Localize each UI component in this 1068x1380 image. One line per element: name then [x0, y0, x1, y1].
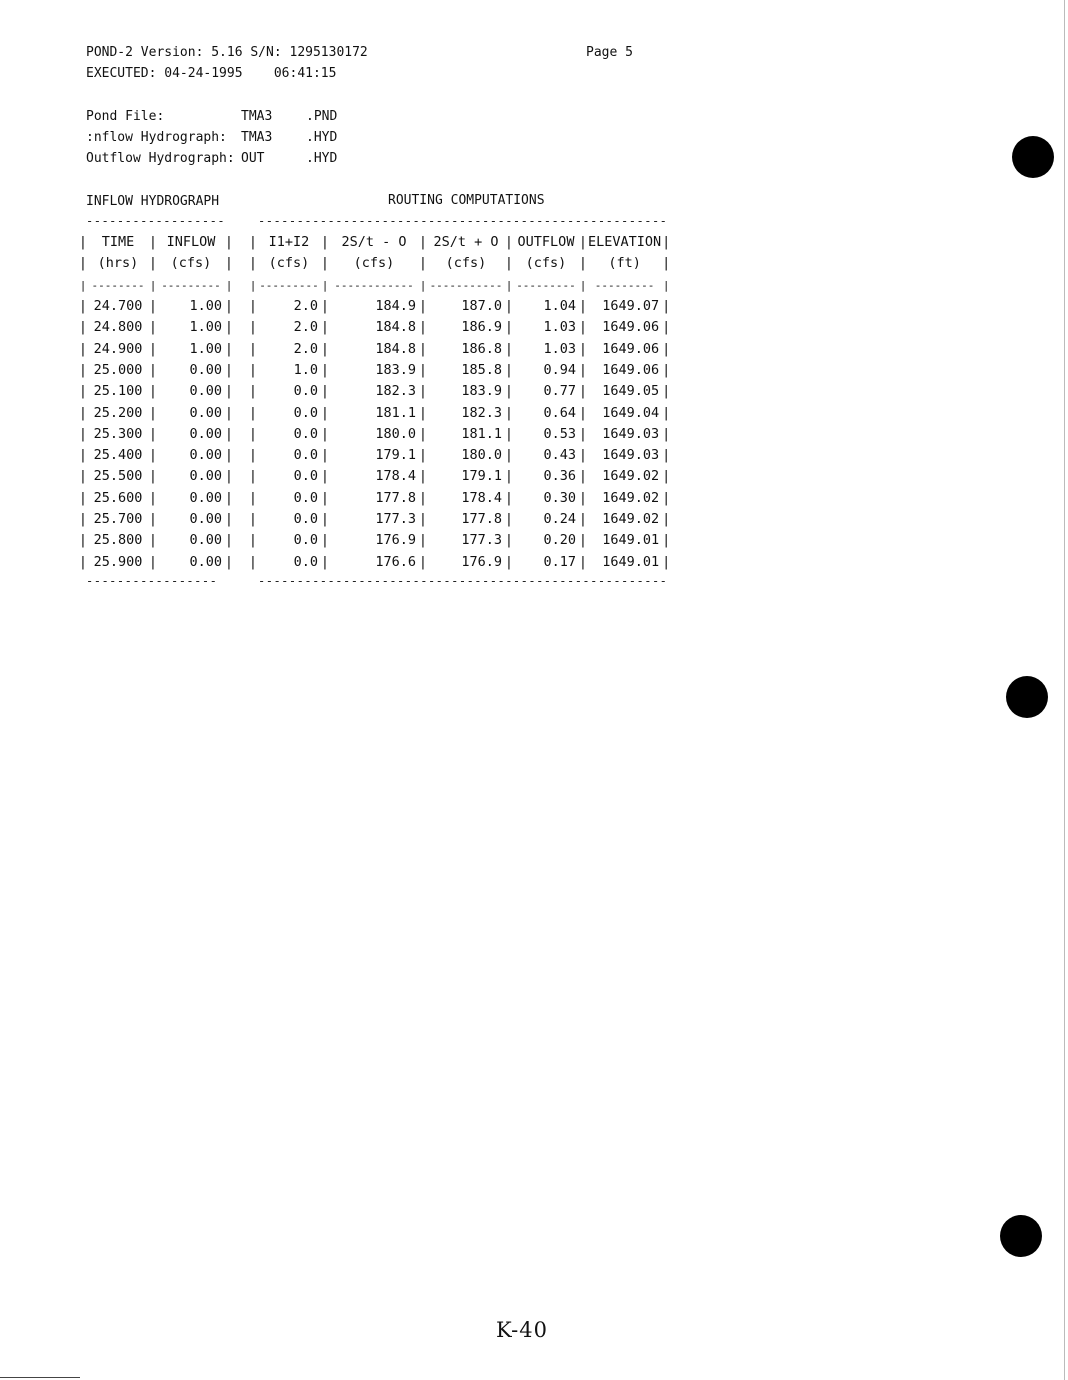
column-separator: | [248, 319, 258, 336]
column-separator: | [248, 340, 258, 357]
column-separator: | [578, 404, 588, 421]
page-code: K-40 [496, 1318, 548, 1342]
cell-elevation: 1649.06 [602, 361, 660, 378]
cell-two-s-t-plus-o: 179.1 [461, 468, 502, 485]
cell-time: 25.700 [93, 511, 143, 527]
cell-elevation: 1649.05 [602, 383, 660, 400]
column-gap [234, 296, 248, 317]
cell-i1i2: 2.0 [293, 319, 318, 336]
cell-time: 25.200 [93, 404, 143, 421]
column-gap [234, 317, 248, 338]
column-separator: | [224, 425, 234, 442]
cell-elevation: 1649.03 [602, 425, 660, 442]
column-separator: | [224, 298, 234, 315]
column-separator: | [578, 489, 588, 506]
cell-time: 24.800 [93, 319, 143, 336]
cell-outflow: 1.03 [543, 319, 576, 336]
cell-two-s-t-minus-o: 180.0 [375, 425, 416, 442]
column-separator: | [78, 425, 88, 442]
column-separator: | [148, 298, 158, 315]
column-separator: | [504, 383, 514, 400]
column-separator: | [418, 468, 428, 485]
cell-i1i2: 0.0 [293, 489, 318, 506]
column-separator: | [662, 298, 671, 315]
cell-two-s-t-plus-o: 182.3 [461, 404, 502, 421]
inflow-hydrograph-label: :nflow Hydrograph: [86, 130, 227, 145]
column-separator: | [418, 404, 428, 421]
inflow-bottom-rule: ----------------- [86, 574, 218, 588]
outflow-hydrograph-ext: .HYD [306, 151, 338, 166]
column-separator: | [504, 361, 514, 378]
cell-i1i2: 0.0 [293, 511, 318, 527]
table-header-row: | TIME | INFLOW | | I1+I2 | 2S/t - O | 2S/t + O | OUTFLOW | ELEVATION | [78, 232, 671, 253]
col-elevation-header: ELEVATION [588, 234, 662, 251]
cell-outflow: 0.24 [543, 511, 576, 527]
col-2st-plus-o-unit: (cfs) [445, 255, 487, 272]
cell-two-s-t-minus-o: 184.9 [375, 298, 416, 315]
column-separator: | [148, 361, 158, 378]
column-separator: | [320, 298, 330, 315]
column-separator: | [78, 447, 88, 464]
inflow-hydrograph-name: TMA3 [241, 130, 273, 145]
cell-outflow: 1.04 [543, 298, 576, 315]
column-separator: | [224, 553, 234, 570]
column-separator: | [78, 383, 88, 400]
table-row [78, 551, 671, 572]
table-row [78, 488, 671, 509]
cell-two-s-t-minus-o: 184.8 [375, 319, 416, 336]
col-time-header: TIME [101, 234, 135, 251]
column-separator: | [224, 532, 234, 549]
column-separator: | [418, 361, 428, 378]
col-i1i2-unit: (cfs) [268, 255, 310, 272]
column-separator: | [148, 383, 158, 400]
cell-inflow: 0.00 [189, 489, 222, 506]
column-separator: | [578, 361, 588, 378]
cell-two-s-t-minus-o: 176.9 [375, 532, 416, 549]
column-gap [234, 551, 248, 572]
page-number: Page 5 [586, 45, 633, 60]
column-separator: | [320, 361, 330, 378]
cell-two-s-t-minus-o: 178.4 [375, 468, 416, 485]
column-separator: | [504, 532, 514, 549]
column-separator: | [320, 340, 330, 357]
table-divider-row: | -------- | --------- | | --------- | ------------ | ----------- | --------- | --------- | [79, 278, 670, 292]
column-gap [234, 488, 248, 509]
cell-outflow: 0.43 [543, 447, 576, 464]
column-separator: | [418, 383, 428, 400]
column-separator: | [320, 319, 330, 336]
outflow-hydrograph-label: Outflow Hydrograph: [86, 151, 235, 166]
col-2st-minus-o-header: 2S/t - O [341, 234, 407, 251]
column-separator: | [224, 361, 234, 378]
column-separator: | [418, 319, 428, 336]
cell-two-s-t-plus-o: 187.0 [461, 298, 502, 315]
cell-time: 25.800 [93, 532, 143, 549]
column-separator: | [148, 511, 158, 527]
column-separator: | [504, 511, 514, 527]
cell-two-s-t-plus-o: 177.3 [461, 532, 502, 549]
column-separator: | [504, 553, 514, 570]
column-separator: | [224, 383, 234, 400]
table-row [78, 402, 671, 423]
column-separator: | [662, 468, 671, 485]
column-separator: | [662, 361, 671, 378]
col-2st-plus-o-header: 2S/t + O [433, 234, 499, 251]
cell-inflow: 0.00 [189, 553, 222, 570]
column-gap [234, 402, 248, 423]
cell-inflow: 0.00 [189, 447, 222, 464]
column-separator: | [78, 298, 88, 315]
column-separator: | [248, 489, 258, 506]
cell-elevation: 1649.01 [602, 553, 660, 570]
column-separator: | [320, 425, 330, 442]
scan-edge-right [1064, 0, 1065, 1380]
column-separator: | [78, 404, 88, 421]
column-separator: | [320, 447, 330, 464]
table-body [78, 296, 671, 573]
cell-outflow: 0.64 [543, 404, 576, 421]
cell-two-s-t-plus-o: 186.8 [461, 340, 502, 357]
column-separator: | [418, 553, 428, 570]
col-outflow-unit: (cfs) [525, 255, 567, 272]
column-gap [234, 338, 248, 359]
cell-time: 25.000 [93, 361, 143, 378]
column-separator: | [504, 298, 514, 315]
cell-i1i2: 0.0 [293, 447, 318, 464]
column-separator: | [504, 468, 514, 485]
column-separator: | [248, 511, 258, 527]
column-separator: | [578, 468, 588, 485]
column-separator: | [248, 361, 258, 378]
column-separator: | [148, 553, 158, 570]
cell-i1i2: 0.0 [293, 553, 318, 570]
column-separator: | [224, 468, 234, 485]
table-row [78, 360, 671, 381]
cell-time: 25.600 [93, 489, 143, 506]
col-outflow-header: OUTFLOW [517, 234, 575, 251]
cell-elevation: 1649.02 [602, 511, 660, 527]
cell-time: 25.900 [93, 553, 143, 570]
pond-file-label: Pond File: [86, 109, 165, 124]
column-separator: | [418, 298, 428, 315]
column-separator: | [662, 319, 671, 336]
cell-outflow: 0.30 [543, 489, 576, 506]
column-gap [234, 445, 248, 466]
column-separator: | [504, 404, 514, 421]
cell-elevation: 1649.03 [602, 447, 660, 464]
column-separator: | [578, 511, 588, 527]
routing-top-rule: ----------------------------------------------------- [258, 214, 668, 228]
table-row [78, 530, 671, 551]
cell-two-s-t-minus-o: 176.6 [375, 553, 416, 570]
column-separator: | [578, 298, 588, 315]
column-separator: | [320, 489, 330, 506]
inflow-hydrograph-ext: .HYD [306, 130, 338, 145]
column-separator: | [320, 404, 330, 421]
column-gap [234, 509, 248, 530]
column-separator: | [418, 447, 428, 464]
cell-inflow: 0.00 [189, 511, 222, 527]
column-separator: | [504, 319, 514, 336]
column-separator: | [504, 489, 514, 506]
cell-two-s-t-minus-o: 182.3 [375, 383, 416, 400]
column-separator: | [148, 532, 158, 549]
column-separator: | [578, 425, 588, 442]
column-separator: | [662, 447, 671, 464]
column-gap [234, 360, 248, 381]
column-gap [234, 381, 248, 402]
pond-file-name: TMA3 [241, 109, 273, 124]
column-separator: | [320, 532, 330, 549]
routing-section-title: ROUTING COMPUTATIONS [388, 193, 545, 208]
column-separator: | [78, 468, 88, 485]
outflow-hydrograph-name: OUT [241, 151, 265, 166]
col-i1i2-header: I1+I2 [268, 234, 310, 251]
column-separator: | [224, 447, 234, 464]
cell-outflow: 0.53 [543, 425, 576, 442]
column-separator: | [248, 298, 258, 315]
column-separator: | [418, 532, 428, 549]
routing-table [78, 232, 671, 573]
pond-file-ext: .PND [306, 109, 338, 124]
routing-bottom-rule: ----------------------------------------------------- [258, 574, 668, 588]
cell-i1i2: 0.0 [293, 404, 318, 421]
column-separator: | [662, 404, 671, 421]
cell-two-s-t-minus-o: 177.8 [375, 489, 416, 506]
cell-i1i2: 2.0 [293, 298, 318, 315]
col-2st-minus-o-unit: (cfs) [353, 255, 395, 272]
cell-two-s-t-minus-o: 177.3 [375, 511, 416, 527]
cell-outflow: 0.94 [543, 361, 576, 378]
cell-two-s-t-plus-o: 185.8 [461, 361, 502, 378]
column-separator: | [662, 383, 671, 400]
cell-inflow: 1.00 [189, 340, 222, 357]
col-time-unit: (hrs) [97, 255, 139, 272]
column-separator: | [148, 489, 158, 506]
column-separator: | [662, 489, 671, 506]
cell-two-s-t-plus-o: 181.1 [461, 425, 502, 442]
cell-inflow: 0.00 [189, 361, 222, 378]
cell-time: 25.300 [93, 425, 143, 442]
cell-two-s-t-plus-o: 183.9 [461, 383, 502, 400]
column-separator: | [418, 340, 428, 357]
table-unit-row: | (hrs) | (cfs) | | (cfs) | (cfs) | (cfs) | (cfs) | (ft) | [78, 253, 671, 274]
cell-two-s-t-minus-o: 179.1 [375, 447, 416, 464]
column-separator: | [148, 340, 158, 357]
table-row [78, 445, 671, 466]
column-gap [234, 424, 248, 445]
column-separator: | [78, 511, 88, 527]
cell-inflow: 0.00 [189, 425, 222, 442]
column-separator: | [320, 383, 330, 400]
cell-two-s-t-plus-o: 177.8 [461, 511, 502, 527]
column-separator: | [662, 340, 671, 357]
column-separator: | [578, 447, 588, 464]
column-separator: | [224, 404, 234, 421]
column-separator: | [578, 532, 588, 549]
column-separator: | [578, 319, 588, 336]
column-separator: | [248, 468, 258, 485]
inflow-top-rule: ------------------ [86, 214, 226, 228]
column-separator: | [504, 447, 514, 464]
column-separator: | [578, 340, 588, 357]
column-separator: | [504, 340, 514, 357]
column-separator: | [248, 532, 258, 549]
column-separator: | [78, 489, 88, 506]
cell-outflow: 0.20 [543, 532, 576, 549]
column-separator: | [224, 489, 234, 506]
cell-i1i2: 1.0 [293, 361, 318, 378]
cell-elevation: 1649.02 [602, 468, 660, 485]
column-separator: | [148, 468, 158, 485]
column-separator: | [78, 340, 88, 357]
cell-elevation: 1649.02 [602, 489, 660, 506]
cell-i1i2: 0.0 [293, 425, 318, 442]
cell-inflow: 0.00 [189, 404, 222, 421]
cell-time: 24.900 [93, 340, 143, 357]
table-row [78, 338, 671, 359]
cell-elevation: 1649.07 [602, 298, 660, 315]
cell-two-s-t-minus-o: 181.1 [375, 404, 416, 421]
cell-i1i2: 0.0 [293, 532, 318, 549]
cell-elevation: 1649.04 [602, 404, 660, 421]
column-separator: | [224, 511, 234, 527]
cell-two-s-t-plus-o: 180.0 [461, 447, 502, 464]
cell-two-s-t-minus-o: 183.9 [375, 361, 416, 378]
cell-inflow: 0.00 [189, 532, 222, 549]
cell-outflow: 0.36 [543, 468, 576, 485]
cell-time: 24.700 [93, 298, 143, 315]
column-separator: | [418, 511, 428, 527]
col-elevation-unit: (ft) [608, 255, 641, 272]
table-row [78, 509, 671, 530]
column-separator: | [148, 404, 158, 421]
column-separator: | [248, 553, 258, 570]
column-separator: | [662, 425, 671, 442]
column-separator: | [78, 361, 88, 378]
table-row [78, 466, 671, 487]
cell-inflow: 1.00 [189, 298, 222, 315]
column-separator: | [224, 340, 234, 357]
cell-outflow: 0.17 [543, 553, 576, 570]
column-separator: | [78, 319, 88, 336]
table-row [78, 296, 671, 317]
cell-time: 25.500 [93, 468, 143, 485]
cell-i1i2: 2.0 [293, 340, 318, 357]
inflow-section-title: INFLOW HYDROGRAPH [86, 194, 220, 209]
cell-two-s-t-minus-o: 184.8 [375, 340, 416, 357]
col-inflow-unit: (cfs) [170, 255, 212, 272]
column-separator: | [320, 468, 330, 485]
cell-elevation: 1649.01 [602, 532, 660, 549]
cell-i1i2: 0.0 [293, 383, 318, 400]
cell-elevation: 1649.06 [602, 340, 660, 357]
column-gap [234, 530, 248, 551]
column-separator: | [224, 319, 234, 336]
cell-time: 25.100 [93, 383, 143, 400]
column-separator: | [320, 511, 330, 527]
cell-inflow: 0.00 [189, 468, 222, 485]
column-separator: | [578, 553, 588, 570]
column-separator: | [578, 383, 588, 400]
table-row [78, 424, 671, 445]
execution-timestamp: EXECUTED: 04-24-1995 06:41:15 [86, 66, 337, 81]
cell-elevation: 1649.06 [602, 319, 660, 336]
column-separator: | [418, 489, 428, 506]
column-separator: | [504, 425, 514, 442]
program-version: POND-2 Version: 5.16 S/N: 1295130172 [86, 45, 368, 60]
table-row [78, 381, 671, 402]
column-separator: | [148, 447, 158, 464]
column-separator: | [248, 383, 258, 400]
binder-hole-bottom [1000, 1215, 1042, 1257]
scan-edge-line [0, 1377, 80, 1378]
cell-i1i2: 0.0 [293, 468, 318, 485]
binder-hole-middle [1006, 676, 1048, 718]
column-separator: | [662, 532, 671, 549]
cell-inflow: 0.00 [189, 383, 222, 400]
col-inflow-header: INFLOW [166, 234, 216, 251]
column-separator: | [148, 425, 158, 442]
cell-outflow: 0.77 [543, 383, 576, 400]
cell-time: 25.400 [93, 447, 143, 464]
column-separator: | [662, 553, 671, 570]
column-separator: | [78, 532, 88, 549]
table-row [78, 317, 671, 338]
binder-hole-top [1012, 136, 1054, 178]
cell-outflow: 1.03 [543, 340, 576, 357]
column-separator: | [148, 319, 158, 336]
column-gap [234, 466, 248, 487]
column-separator: | [248, 404, 258, 421]
column-separator: | [320, 553, 330, 570]
cell-two-s-t-plus-o: 176.9 [461, 553, 502, 570]
column-separator: | [248, 447, 258, 464]
cell-two-s-t-plus-o: 178.4 [461, 489, 502, 506]
column-separator: | [78, 553, 88, 570]
cell-two-s-t-plus-o: 186.9 [461, 319, 502, 336]
cell-inflow: 1.00 [189, 319, 222, 336]
column-separator: | [418, 425, 428, 442]
column-separator: | [248, 425, 258, 442]
column-separator: | [662, 511, 671, 527]
